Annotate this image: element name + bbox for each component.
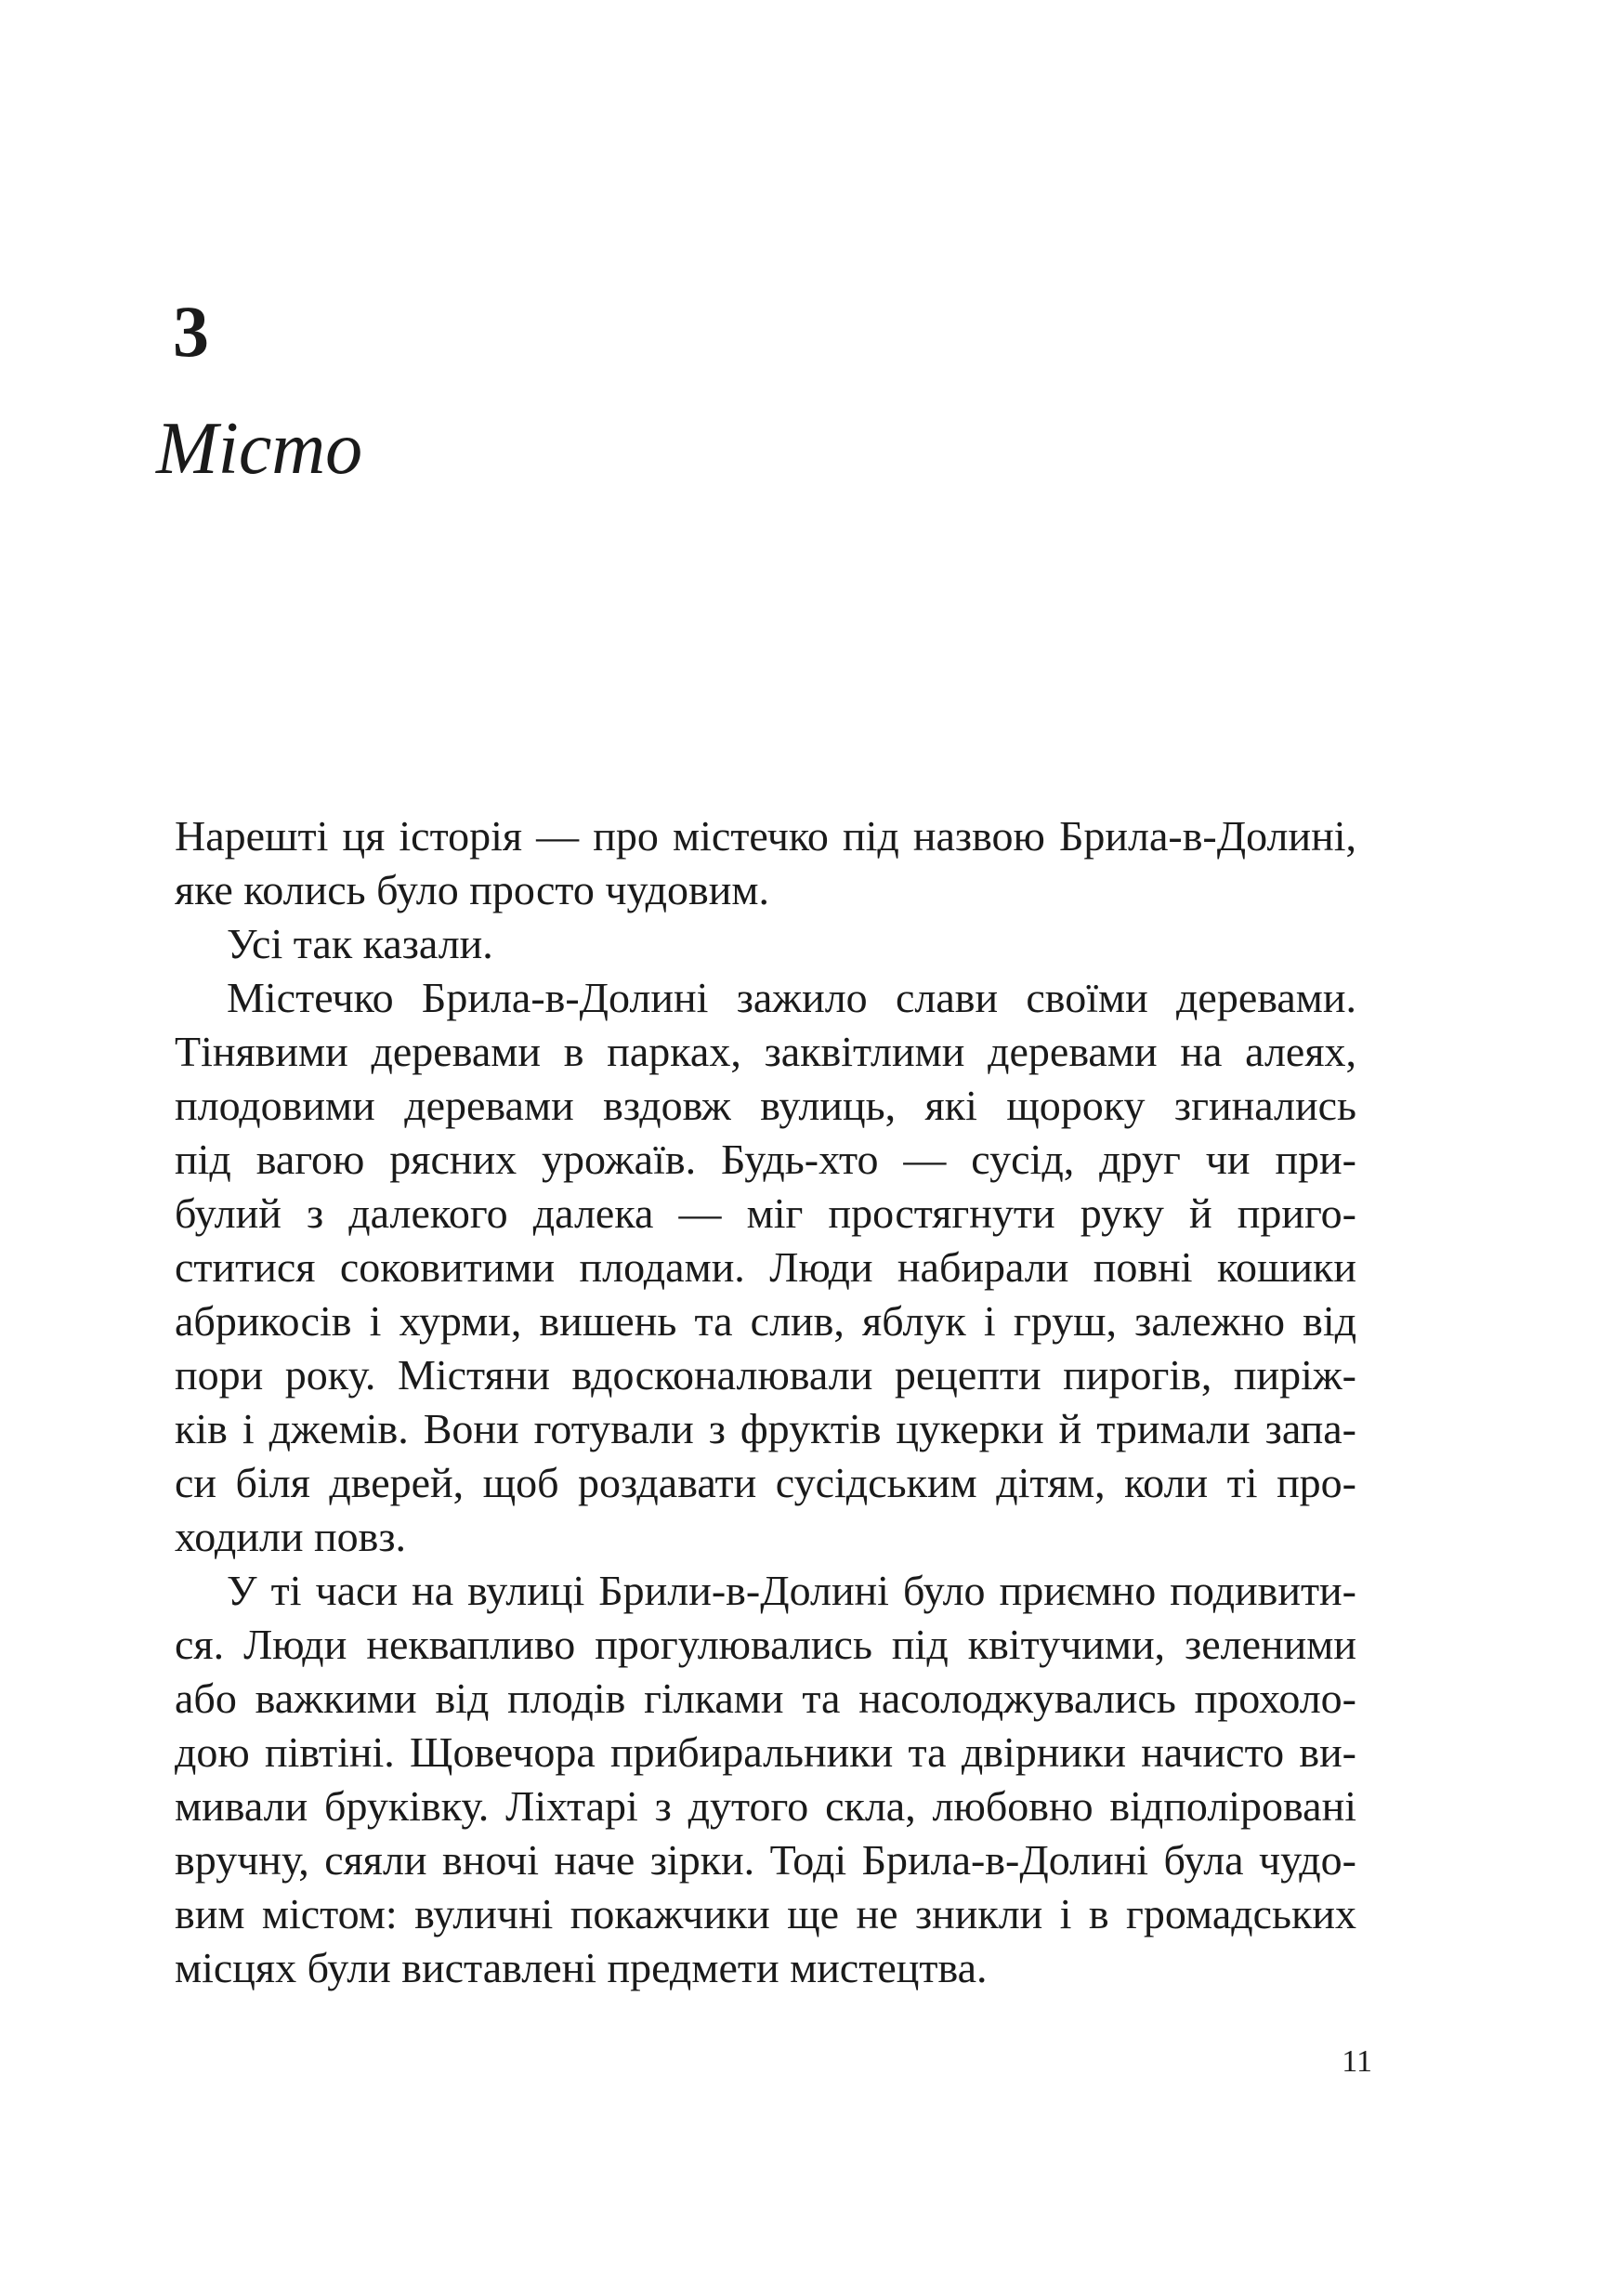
text-line: або важкими від плодів гілками та насолоджувались прохоло- <box>175 1674 1356 1722</box>
text-line: ститися соковитими плодами. Люди набирали повні кошики <box>175 1243 1356 1291</box>
text-line: місцях були виставлені предмети мистецтва. <box>175 1944 988 1991</box>
text-line: ся. Люди неквапливо прогулювались під квітучими, зеленими <box>175 1621 1356 1668</box>
text-line: мивали бруківку. Ліхтарі з дутого скла, любовно відполіровані <box>175 1782 1356 1830</box>
text-line: Нарешті ця історія — про містечко під назвою Брила-в-Долині, <box>175 812 1356 860</box>
chapter-number: 3 <box>173 291 209 372</box>
text-line: вим містом: вуличні покажчики ще не зникли і в громадських <box>175 1890 1356 1937</box>
text-line: вручну, сяяли вночі наче зірки. Тоді Брила-в-Долині була чудо- <box>175 1836 1356 1884</box>
text-line: дою півтіні. Щовечора прибиральники та двірники начисто ви- <box>175 1728 1356 1776</box>
page-number: 11 <box>1342 2044 1372 2079</box>
body-text <box>175 809 1356 1995</box>
chapter-title: Місто <box>156 408 363 490</box>
text-line: У ті часи на вулиці Брили-в-Долині було приємно подивити- <box>227 1567 1356 1614</box>
text-line: Тінявими деревами в парках, заквітлими деревами на алеях, <box>175 1028 1356 1075</box>
text-line: абрикосів і хурми, вишень та слив, яблук і груш, залежно від <box>175 1297 1356 1345</box>
text-line: ходили повз. <box>175 1513 407 1560</box>
text-line: під вагою рясних урожаїв. Будь-хто — сусід, друг чи при- <box>175 1136 1356 1183</box>
text-line: Містечко Брила-в-Долині зажило слави своїми деревами. <box>227 974 1356 1021</box>
text-line: ків і джемів. Вони готували з фруктів цукерки й тримали запа- <box>175 1405 1356 1452</box>
text-line: яке колись було просто чудовим. <box>175 866 770 913</box>
text-line: пори року. Містяни вдосконалювали рецепти пирогів, пиріж- <box>175 1351 1356 1399</box>
text-line: плодовими деревами вздовж вулиць, які щороку згинались <box>175 1082 1356 1129</box>
text-line: булий з далекого далека — міг простягнути руку й приго- <box>175 1189 1356 1237</box>
text-line: Усі так казали. <box>227 920 493 967</box>
text-line: си біля дверей, щоб роздавати сусідським дітям, коли ті про- <box>175 1459 1356 1506</box>
